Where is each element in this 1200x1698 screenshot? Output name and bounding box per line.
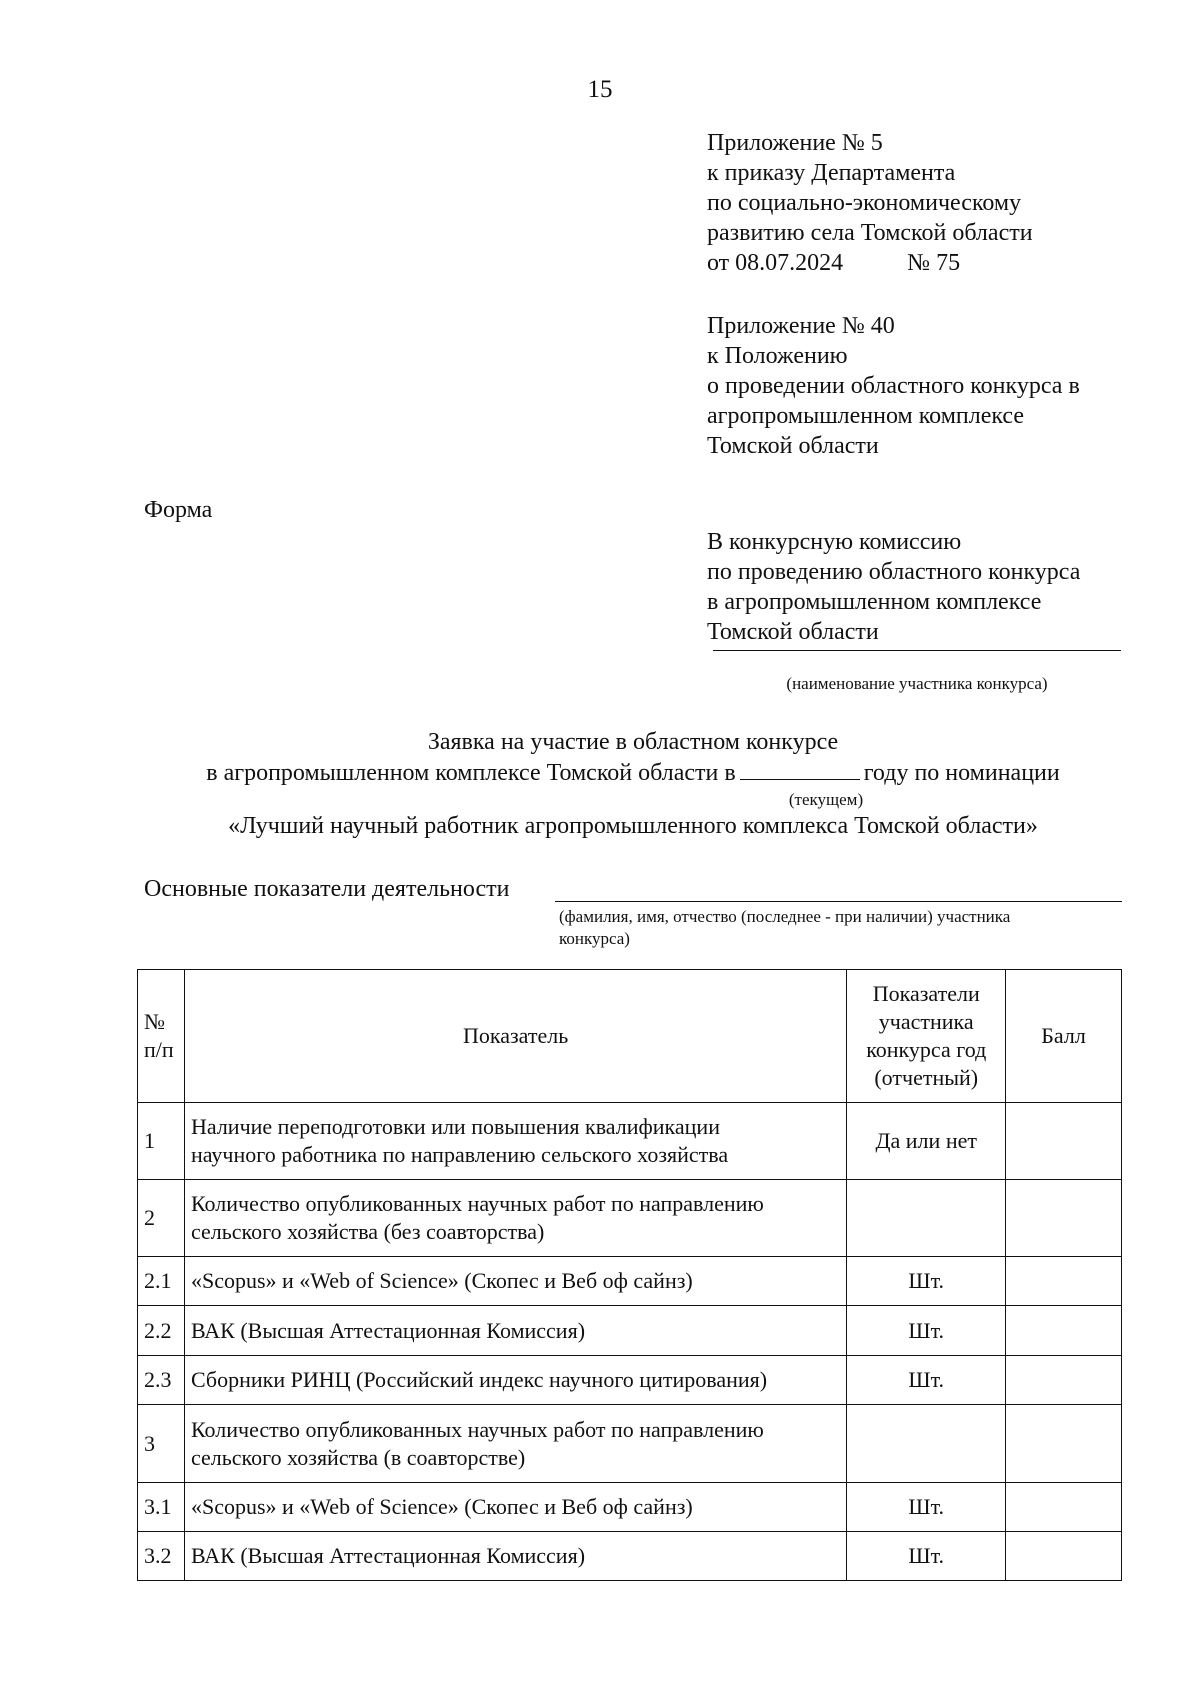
addressee-line: В конкурсную комиссию (707, 529, 962, 555)
indicators-label: Основные показатели деятельности (144, 876, 510, 902)
order-number: № 75 (907, 250, 961, 276)
header-score: Балл (1006, 970, 1122, 1103)
table-row (138, 1257, 1122, 1306)
addressee-line: Томской области (707, 619, 879, 645)
row-score (1006, 1356, 1122, 1405)
order-date: от 08.07.2024 (707, 250, 844, 276)
row-value: Шт. (847, 1532, 1006, 1581)
row-indicator: ВАК (Высшая Аттестационная Комиссия) (184, 1306, 846, 1356)
row-number: 2 (138, 1180, 185, 1257)
year-blank (740, 761, 860, 780)
appendix-40-line: к Положению (707, 343, 848, 369)
table-row (138, 1180, 1122, 1257)
table-row (138, 1103, 1122, 1180)
row-number: 2.1 (138, 1257, 185, 1306)
appendix-5-line: развитию села Томской области (707, 220, 1033, 246)
row-value: Шт. (847, 1257, 1006, 1306)
indicators-table (137, 969, 1122, 1581)
addressee-line: по проведению областного конкурса (707, 559, 1081, 585)
appendix-5-block (707, 128, 1033, 278)
form-label: Форма (144, 497, 213, 523)
order-date-line (707, 248, 1033, 278)
row-score (1006, 1306, 1122, 1356)
header-participant-values: Показатели участника конкурса год (отчетный) (847, 970, 1006, 1103)
page-number: 15 (587, 76, 613, 103)
row-score (1006, 1103, 1122, 1180)
row-value (847, 1405, 1006, 1483)
row-value: Шт. (847, 1306, 1006, 1356)
row-indicator: «Scopus» и «Web of Science» (Скопес и Веб оф сайнз) (184, 1483, 846, 1532)
nomination-title: «Лучший научный работник агропромышленного комплекса Томской области» (228, 813, 1038, 839)
fullname-caption-1: (фамилия, имя, отчество (последнее - при наличии) участника (559, 907, 1011, 926)
row-number: 3 (138, 1405, 185, 1483)
row-indicator: ВАК (Высшая Аттестационная Комиссия) (184, 1532, 846, 1581)
appendix-40-line: Приложение № 40 (707, 313, 895, 339)
participant-fullname-line (555, 901, 1122, 902)
row-value (847, 1180, 1006, 1257)
table-row (138, 1532, 1122, 1581)
appendix-40-line: о проведении областного конкурса в (707, 373, 1080, 399)
appendix-5-line: к приказу Департамента (707, 160, 956, 186)
row-value: Шт. (847, 1483, 1006, 1532)
appendix-5-line: Приложение № 5 (707, 130, 883, 156)
row-score (1006, 1405, 1122, 1483)
current-year-caption: (текущем) (788, 790, 864, 809)
table-row (138, 1306, 1122, 1356)
row-score (1006, 1257, 1122, 1306)
row-indicator: Сборники РИНЦ (Российский индекс научного цитирования) (184, 1356, 846, 1405)
title-text-before: в агропромышленном комплексе Томской области в (206, 760, 736, 786)
row-indicator: Наличие переподготовки или повышения квалификации научного работника по направлению сельского хозяйства (184, 1103, 846, 1180)
row-number: 2.2 (138, 1306, 185, 1356)
participant-name-caption: (наименование участника конкурса) (786, 674, 1048, 693)
appendix-5-line: по социально-экономическому (707, 190, 1022, 216)
row-number: 1 (138, 1103, 185, 1180)
row-indicator: Количество опубликованных научных работ по направлению сельского хозяйства (в соавторстве) (184, 1405, 846, 1483)
application-title-line-2 (0, 760, 1200, 787)
addressee-line: в агропромышленном комплексе (707, 589, 1042, 615)
table-header-row (138, 970, 1122, 1103)
row-number: 3.2 (138, 1532, 185, 1581)
appendix-40-line: Томской области (707, 433, 879, 459)
header-number: № п/п (138, 970, 185, 1103)
fullname-caption-2: конкурса) (559, 929, 630, 948)
row-value: Шт. (847, 1356, 1006, 1405)
application-title-line-1: Заявка на участие в областном конкурсе (427, 729, 839, 755)
table-row (138, 1405, 1122, 1483)
row-score (1006, 1483, 1122, 1532)
row-indicator: «Scopus» и «Web of Science» (Скопес и Веб оф сайнз) (184, 1257, 846, 1306)
table-row (138, 1483, 1122, 1532)
appendix-40-block (707, 311, 1080, 461)
appendix-40-line: агропромышленном комплексе (707, 403, 1025, 429)
header-indicator: Показатель (184, 970, 846, 1103)
addressee-block (707, 527, 1080, 647)
table-row (138, 1356, 1122, 1405)
row-indicator: Количество опубликованных научных работ по направлению сельского хозяйства (без соавторства) (184, 1180, 846, 1257)
row-score (1006, 1180, 1122, 1257)
participant-name-line (713, 650, 1121, 651)
row-value: Да или нет (847, 1103, 1006, 1180)
row-number: 2.3 (138, 1356, 185, 1405)
title-text-after: году по номинации (863, 760, 1060, 786)
row-number: 3.1 (138, 1483, 185, 1532)
row-score (1006, 1532, 1122, 1581)
